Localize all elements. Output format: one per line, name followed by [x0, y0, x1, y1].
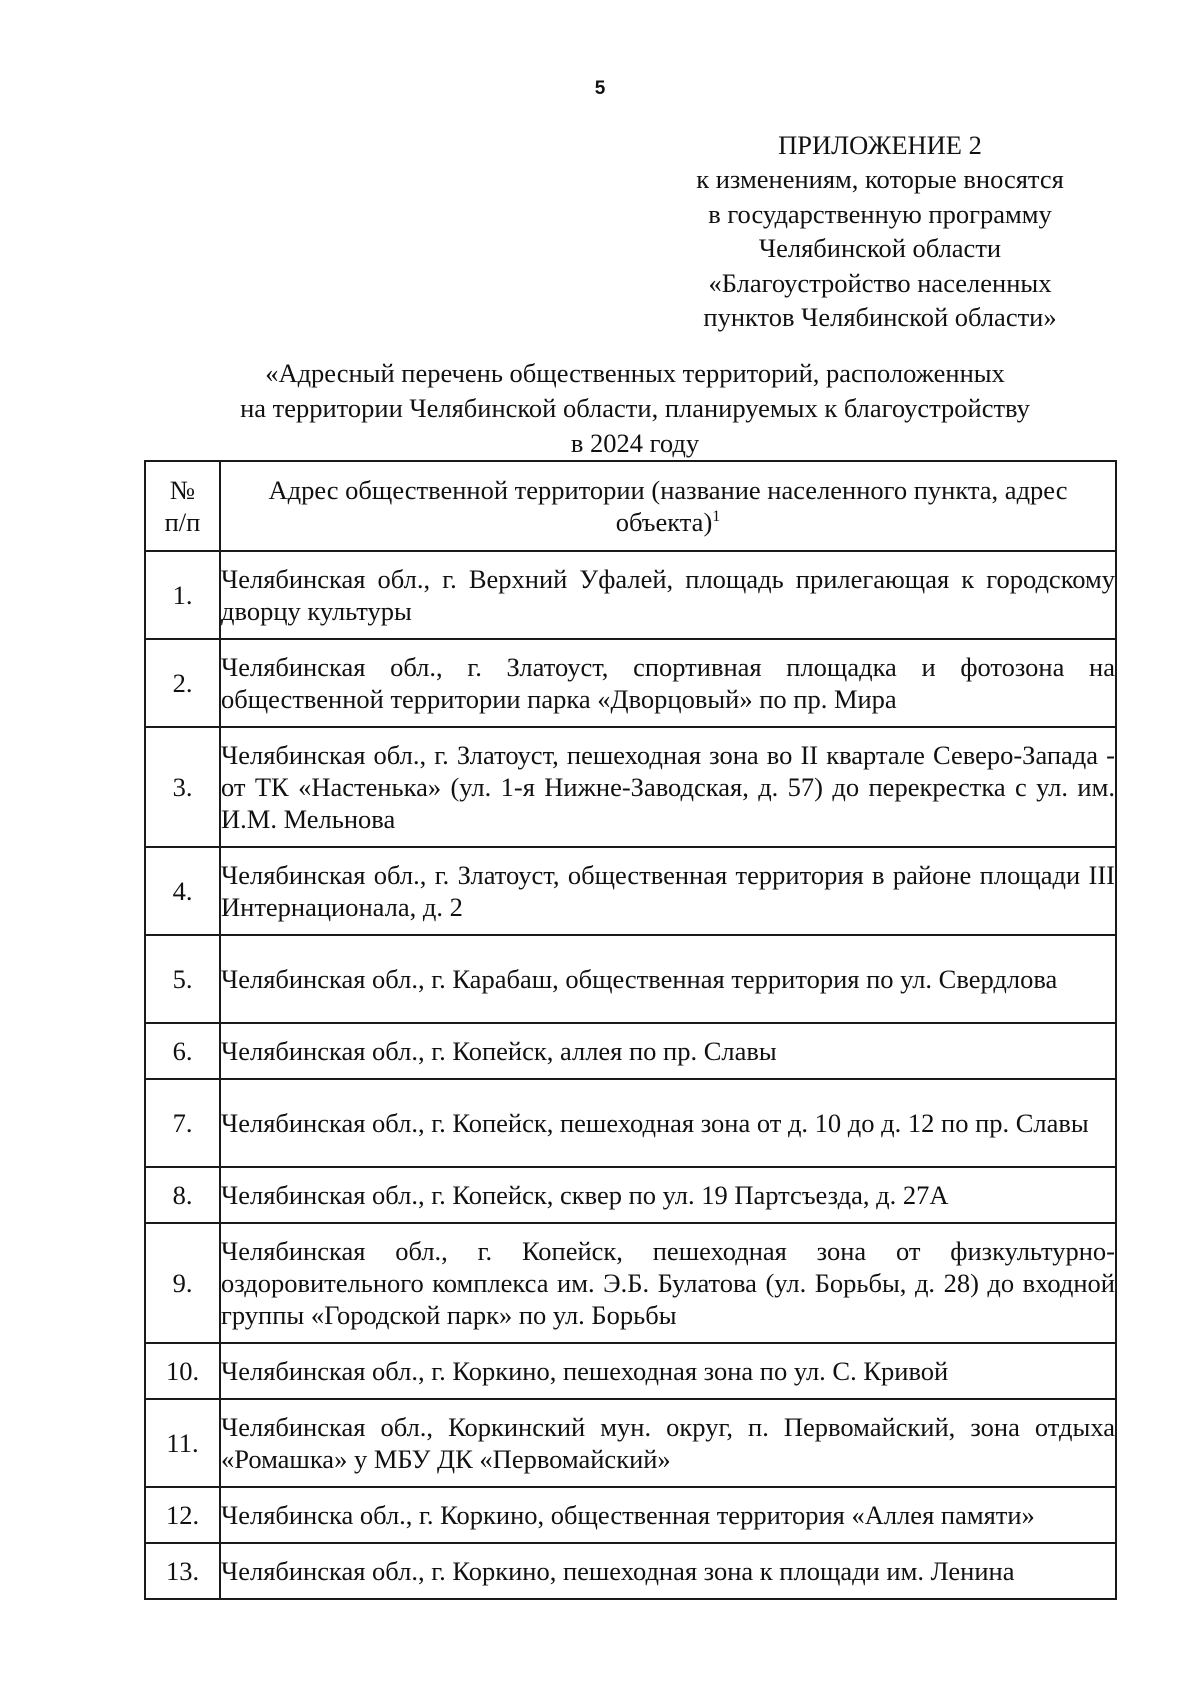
appendix-line: к изменениям, которые вносятся: [696, 164, 1064, 195]
table-row: [145, 1399, 1116, 1487]
table-row: [145, 1079, 1116, 1167]
row-number: 7.: [145, 1079, 220, 1167]
title-line: на территории Челябинской области, планируемых к благоустройству: [240, 393, 1030, 423]
table-row: [145, 727, 1116, 847]
appendix-block: [660, 128, 1100, 334]
row-number: 12.: [145, 1487, 220, 1543]
appendix-line: Челябинской области: [758, 233, 1002, 264]
row-number: 2.: [145, 639, 220, 727]
table-row: [145, 1343, 1116, 1399]
table-row: [145, 1023, 1116, 1079]
row-number: 10.: [145, 1343, 220, 1399]
row-number: 8.: [145, 1167, 220, 1223]
table-row: [145, 639, 1116, 727]
header-number-line1: №: [169, 475, 196, 505]
row-number: 6.: [145, 1023, 220, 1079]
row-number: 4.: [145, 847, 220, 935]
row-address: Челябинская обл., г. Копейск, пешеходная зона от д. 10 до д. 12 по пр. Славы: [220, 1079, 1116, 1167]
appendix-line: «Благоустройство населенных: [708, 267, 1052, 298]
footnote-mark: 1: [712, 508, 721, 526]
address-table: [144, 460, 1117, 1600]
page-number: 5: [594, 78, 606, 99]
row-number: 9.: [145, 1223, 220, 1343]
table-row: [145, 847, 1116, 935]
header-number-cell: [145, 461, 220, 551]
row-address: Челябинская обл., Коркинский мун. округ, п. Первомайский, зона отдыха «Ромашка» у МБУ ДК «Первомайский»: [220, 1399, 1116, 1487]
row-address: Челябинска обл., г. Коркино, общественная территория «Аллея памяти»: [220, 1487, 1116, 1543]
row-number: 3.: [145, 727, 220, 847]
header-number-line2: п/п: [164, 507, 201, 537]
row-address: Челябинская обл., г. Златоуст, общественная территория в районе площади III Интернационала, д. 2: [220, 847, 1116, 935]
appendix-line: в государственную программу: [708, 198, 1052, 229]
row-address: Челябинская обл., г. Копейск, сквер по ул. 19 Партсъезда, д. 27А: [220, 1167, 1116, 1223]
table-header-row: [145, 461, 1116, 551]
row-address: Челябинская обл., г. Копейск, аллея по пр. Славы: [220, 1023, 1116, 1079]
row-address: Челябинская обл., г. Коркино, пешеходная зона к площади им. Ленина: [220, 1543, 1116, 1599]
row-address: Челябинская обл., г. Коркино, пешеходная зона по ул. С. Кривой: [220, 1343, 1116, 1399]
row-address: Челябинская обл., г. Верхний Уфалей, площадь прилегающая к городскому дворцу культуры: [220, 551, 1116, 639]
title-line: в 2024 году: [570, 428, 700, 458]
row-number: 1.: [145, 551, 220, 639]
header-address-cell: [220, 461, 1116, 551]
row-address: Челябинская обл., г. Копейск, пешеходная зона от физкультурно-оздоровительного комплекса им. Э.Б. Булатова (ул. Борьбы, д. 28) до входной группы «Городской парк» по ул. Борьбы: [220, 1223, 1116, 1343]
header-address-text: Адрес общественной территории (название населенного пункта, адрес объекта): [268, 475, 1068, 537]
table-row: [145, 935, 1116, 1023]
table-row: [145, 1167, 1116, 1223]
table-row: [145, 1543, 1116, 1599]
title-line: «Адресный перечень общественных территорий, расположенных: [265, 358, 1005, 388]
appendix-heading: ПРИЛОЖЕНИЕ 2: [778, 130, 982, 160]
table-row: [145, 1223, 1116, 1343]
row-number: 11.: [145, 1399, 220, 1487]
row-address: Челябинская обл., г. Златоуст, пешеходная зона во II квартале Северо-Запада - от ТК «Настенька» (ул. 1-я Нижне-Заводская, д. 57) до перекрестка с ул. им. И.М. Мельнова: [220, 727, 1116, 847]
row-number: 13.: [145, 1543, 220, 1599]
table-row: [145, 551, 1116, 639]
row-address: Челябинская обл., г. Карабаш, общественная территория по ул. Свердлова: [220, 935, 1116, 1023]
row-address: Челябинская обл., г. Златоуст, спортивная площадка и фотозона на общественной территории парка «Дворцовый» по пр. Мира: [220, 639, 1116, 727]
appendix-line: пунктов Челябинской области»: [703, 302, 1057, 333]
row-number: 5.: [145, 935, 220, 1023]
table-row: [145, 1487, 1116, 1543]
document-title: [190, 356, 1080, 461]
